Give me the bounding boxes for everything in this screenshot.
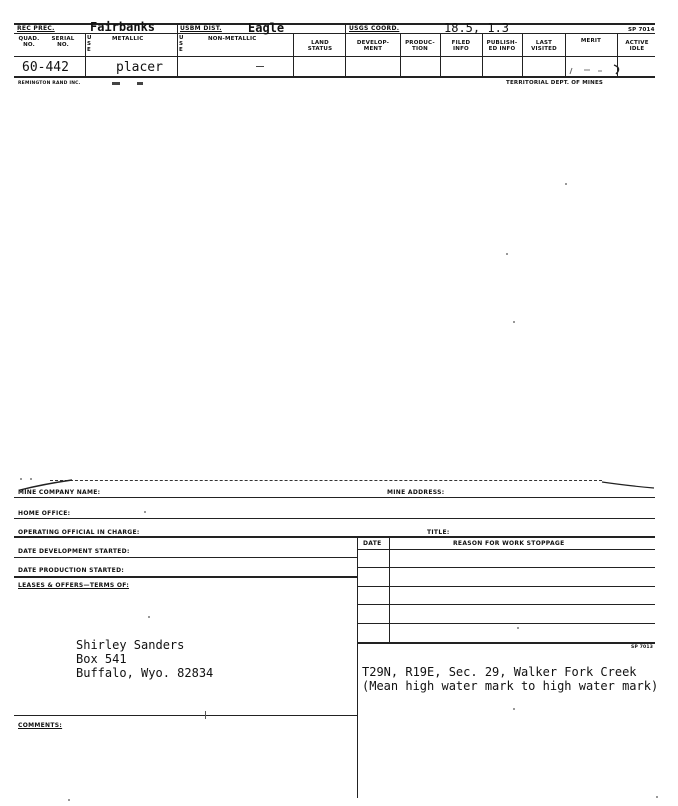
col-land-status: LAND STATUS [307,40,333,52]
mine-address-label: MINE ADDRESS: [387,489,445,496]
leases-label: LEASES & OFFERS—TERMS OF: [18,582,130,589]
stray-dot [513,708,515,710]
col-serial-no: SERIAL NO. [51,36,75,48]
home-office-label: HOME OFFICE: [18,510,71,517]
col-published-info: PUBLISH-ED INFO [486,40,518,52]
header-colhead-rule [14,56,655,57]
usgs-coord-value: 18.5, 1.3 [444,21,510,35]
lower-divider [357,536,358,798]
stray-dot [565,183,567,185]
location-line-1: T29N, R19E, Sec. 29, Walker Fork Creek [362,665,637,679]
col-sep-4 [345,23,346,76]
stoppage-row-4 [357,604,655,605]
usbm-dist-value: Eagle [248,21,285,35]
tear-line [50,480,602,481]
col-development: DEVELOP-MENT [356,40,390,52]
rule-home-office [14,518,655,519]
col-last-visited: LAST VISITED [531,40,557,52]
stoppage-row-6 [357,642,655,644]
stray-tick [205,711,206,719]
stray-dot [656,796,658,798]
col-filed-info: FILED INFO [451,40,471,52]
stray-dot [517,627,519,629]
form-number-2: SP 7013 [631,645,654,650]
stray-dot [506,253,508,255]
quad-serial-value: 60-442 [22,60,69,75]
rec-prec-value: Fairbanks [90,20,156,34]
col-non-metallic: NON-METALLIC [208,36,257,42]
stray-dot [513,321,515,323]
col-quad-no: QUAD. NO. [18,36,40,48]
rec-prec-label: REC PREC. [17,25,55,32]
rule-dev [14,557,357,558]
col-sep-8 [522,33,523,76]
location-line-2: (Mean high water mark to high water mark) [362,679,659,693]
col-use-2: U S E [179,35,184,53]
stoppage-row-2 [357,567,655,568]
col-active-idle: ACTIVE IDLE [625,40,649,52]
col-use-1: U S E [87,35,92,53]
col-merit: MERIT [580,38,602,44]
operating-official-label: OPERATING OFFICIAL IN CHARGE: [18,529,140,536]
col-sep-2 [177,23,178,76]
col-sep-3 [293,33,294,76]
usbm-dist-label: USBM DIST. [180,25,222,32]
col-sep-7 [482,33,483,76]
usgs-coord-label: USGS COORD. [349,25,400,32]
form-number: SP 7014 [628,27,655,33]
owner-city: Buffalo, Wyo. 82834 [76,666,214,680]
col-sep-6 [440,33,441,76]
comments-label: COMMENTS: [18,722,63,729]
owner-box: Box 541 [76,652,127,666]
date-dev-started-label: DATE DEVELOPMENT STARTED: [18,548,130,555]
metallic-value: placer [116,60,163,75]
printer-code-1 [112,82,120,85]
footer-org: TERRITORIAL DEPT. OF MINES [506,80,604,86]
title-label: TITLE: [427,529,450,536]
col-metallic: METALLIC [112,36,144,42]
stoppage-row-5 [357,623,655,624]
stray-dot [148,616,150,618]
rule-prod [14,576,357,578]
col-sep-5 [400,33,401,76]
stoppage-row-1 [357,549,655,550]
pencil-mark-icon [566,62,636,78]
col-production: PRODUC-TION [405,40,435,52]
rule-company [14,497,655,498]
rule-official [14,536,655,538]
stoppage-date-header: DATE [363,540,382,547]
col-sep-1 [85,33,86,76]
stoppage-reason-header: REASON FOR WORK STOPPAGE [453,540,565,547]
stoppage-row-3 [357,586,655,587]
stroke-mark-icon [600,480,656,490]
rule-comments [14,715,357,716]
printer-note: REMINGTON RAND INC. [18,81,81,86]
mine-company-name-label: MINE COMPANY NAME: [18,489,101,496]
owner-name: Shirley Sanders [76,638,185,652]
stray-dot [68,799,70,801]
mark-dash [256,66,264,67]
printer-code-2 [137,82,143,85]
header-bottom-rule [14,76,655,78]
date-prod-started-label: DATE PRODUCTION STARTED: [18,567,125,574]
stoppage-date-col [389,536,390,642]
stray-dot [144,511,146,513]
